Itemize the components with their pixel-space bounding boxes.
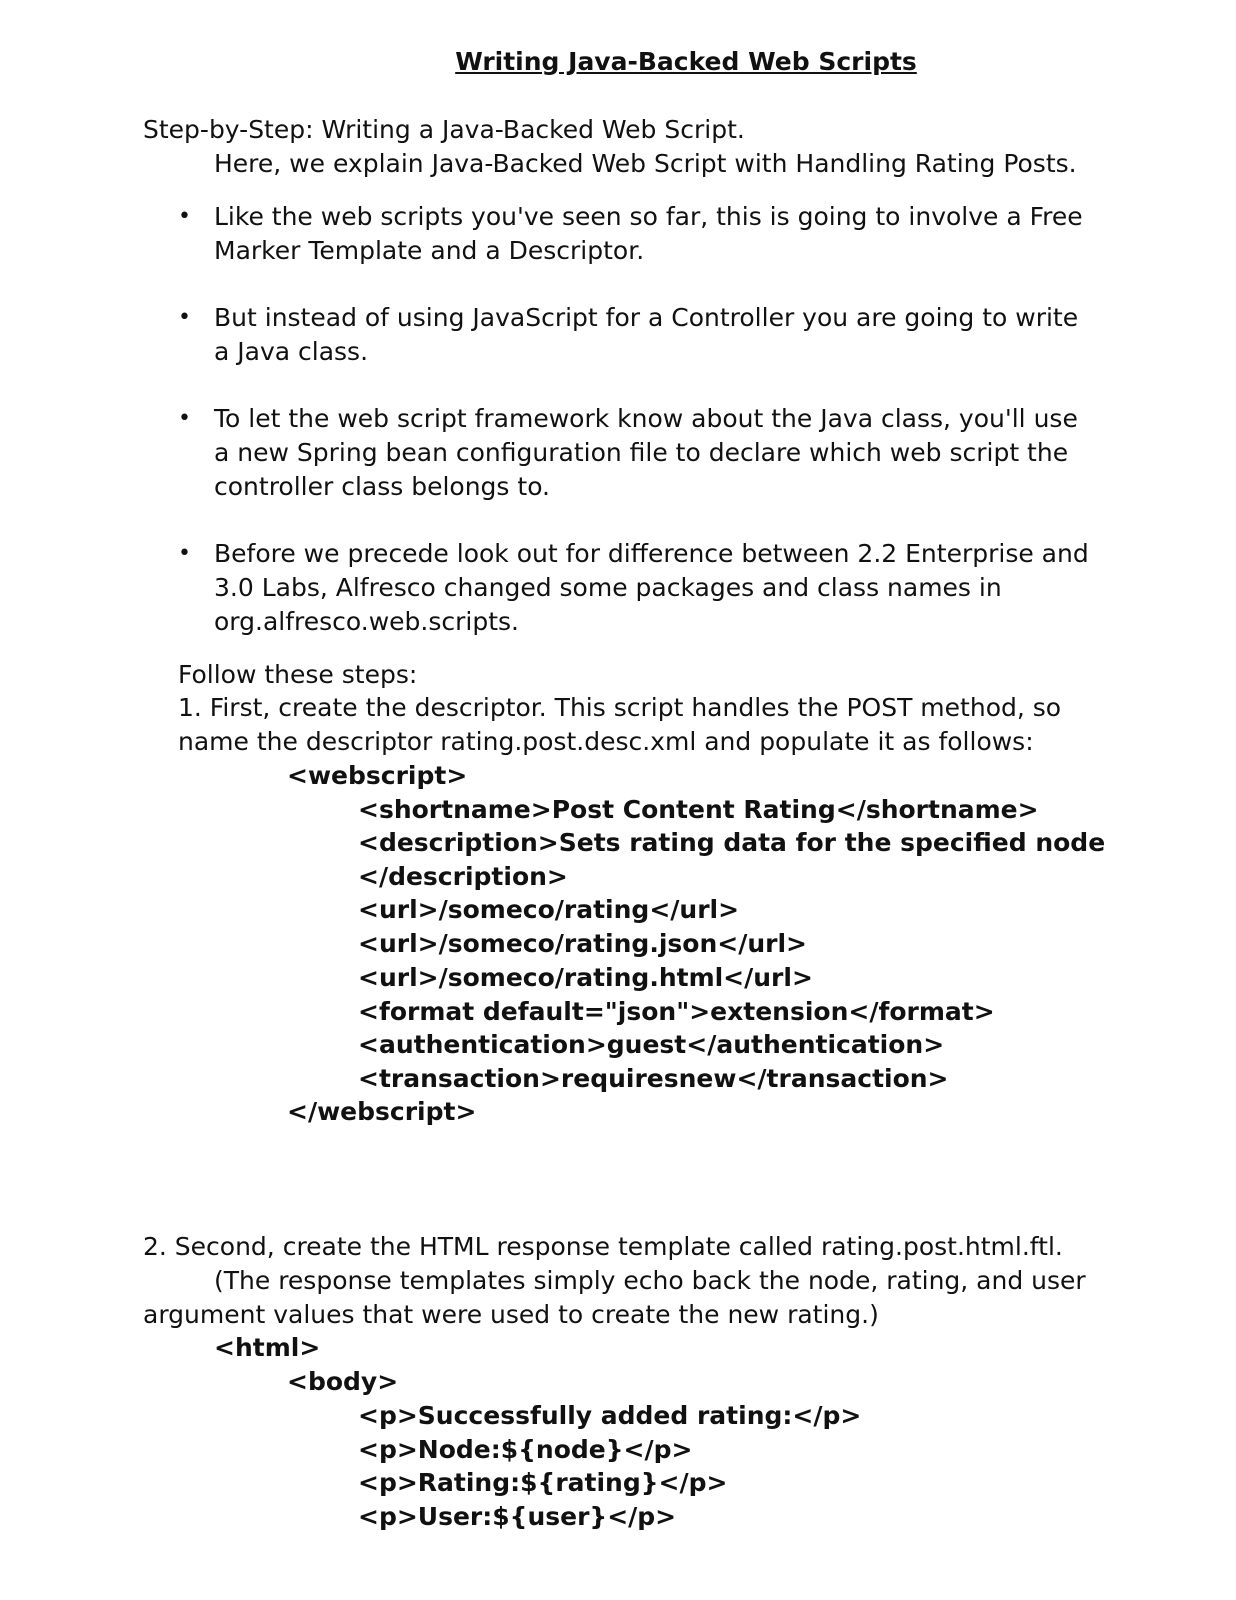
code-line: <p>Successfully added rating:</p> [358, 1401, 862, 1430]
bullet-text: But instead of using JavaScript for a Controller you are going to write [214, 303, 1079, 332]
bullet-text: org.alfresco.web.scripts. [214, 607, 519, 636]
intro-line: Step-by-Step: Writing a Java-Backed Web Script. [143, 115, 745, 144]
code-line: <body> [287, 1367, 399, 1396]
step1-text: 1. First, create the descriptor. This script handles the POST method, so [178, 693, 1062, 722]
code-line: <p>Rating:${rating}</p> [358, 1468, 728, 1497]
bullet-text: To let the web script framework know about the Java class, you'll use [214, 404, 1078, 433]
step2-text: 2. Second, create the HTML response template called rating.post.html.ftl. [143, 1232, 1063, 1261]
code-line: <description>Sets rating data for the specified node [358, 828, 1106, 857]
code-line: <url>/someco/rating.json</url> [358, 929, 807, 958]
code-line: <p>Node:${node}</p> [358, 1435, 693, 1464]
bullet-icon: • [178, 305, 191, 330]
bullet-text: Marker Template and a Descriptor. [214, 236, 645, 265]
step1-text: Follow these steps: [178, 660, 418, 689]
code-line: <url>/someco/rating</url> [358, 895, 740, 924]
bullet-text: 3.0 Labs, Alfresco changed some packages and class names in [214, 573, 1002, 602]
bullet-icon: • [178, 406, 191, 431]
bullet-text: a Java class. [214, 337, 369, 366]
code-line: <transaction>requiresnew</transaction> [358, 1064, 949, 1093]
step1-text: name the descriptor rating.post.desc.xml and populate it as follows: [178, 727, 1034, 756]
bullet-text: controller class belongs to. [214, 472, 550, 501]
code-line: <p>User:${user}</p> [358, 1502, 677, 1531]
bullet-text: Like the web scripts you've seen so far, this is going to involve a Free [214, 202, 1083, 231]
intro-line: Here, we explain Java-Backed Web Script with Handling Rating Posts. [214, 149, 1077, 178]
bullet-icon: • [178, 541, 191, 566]
code-line: <url>/someco/rating.html</url> [358, 963, 813, 992]
step2-text: (The response templates simply echo back the node, rating, and user [214, 1266, 1086, 1295]
code-line: <html> [214, 1333, 321, 1362]
bullet-text: Before we precede look out for difference between 2.2 Enterprise and [214, 539, 1089, 568]
bullet-icon: • [178, 204, 191, 229]
step2-text: argument values that were used to create the new rating.) [143, 1300, 879, 1329]
code-line: </description> [358, 862, 568, 891]
code-line: <shortname>Post Content Rating</shortname> [358, 795, 1039, 824]
code-line: <format default="json">extension</format> [358, 997, 995, 1026]
page-title: Writing Java-Backed Web Scripts [455, 47, 917, 76]
code-line: <authentication>guest</authentication> [358, 1030, 945, 1059]
bullet-text: a new Spring bean configuration file to declare which web script the [214, 438, 1069, 467]
code-line: <webscript> [287, 761, 468, 790]
code-line: </webscript> [287, 1097, 477, 1126]
